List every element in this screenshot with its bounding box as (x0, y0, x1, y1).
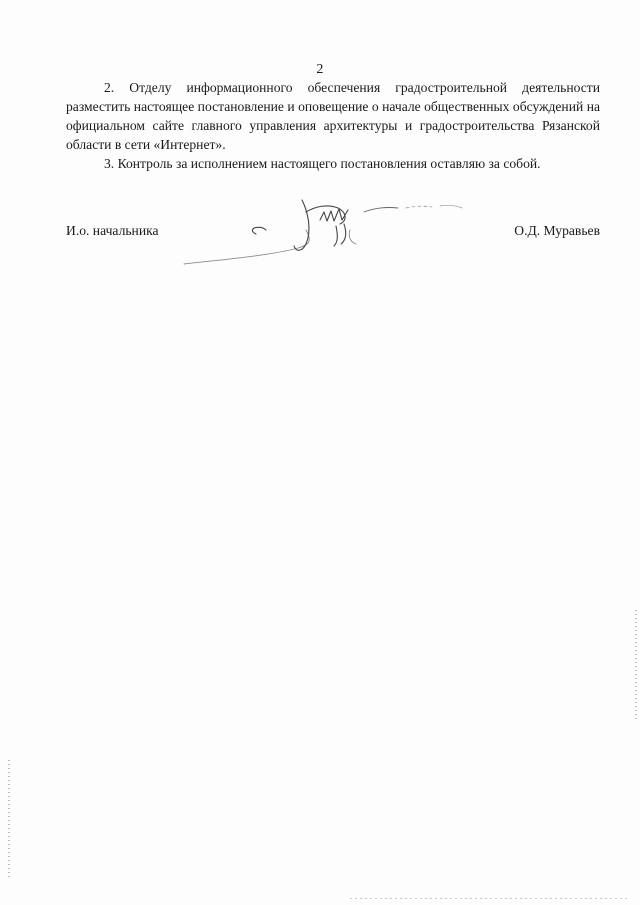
signer-name: О.Д. Муравьев (514, 223, 600, 238)
document-body (66, 78, 600, 173)
scan-artifact-bottom (350, 898, 630, 899)
paragraph-control-clause: 3. Контроль за исполнением настоящего постановления оставляю за собой. (104, 156, 541, 171)
scan-artifact-right (635, 610, 637, 720)
signature-block (66, 223, 600, 247)
page-number: 2 (316, 62, 324, 77)
paragraph-publication-order: 2. Отделу информационного обеспечения градостроительной деятельности разместить настоящее постановление и оповещение о начале общественных обсуждений на официальном сайте главного управления архитектуры и градостроительства Рязанской области в сети «Интернет». (66, 80, 600, 152)
signer-title: И.о. начальника (66, 223, 159, 238)
scan-artifact-left (8, 760, 10, 880)
